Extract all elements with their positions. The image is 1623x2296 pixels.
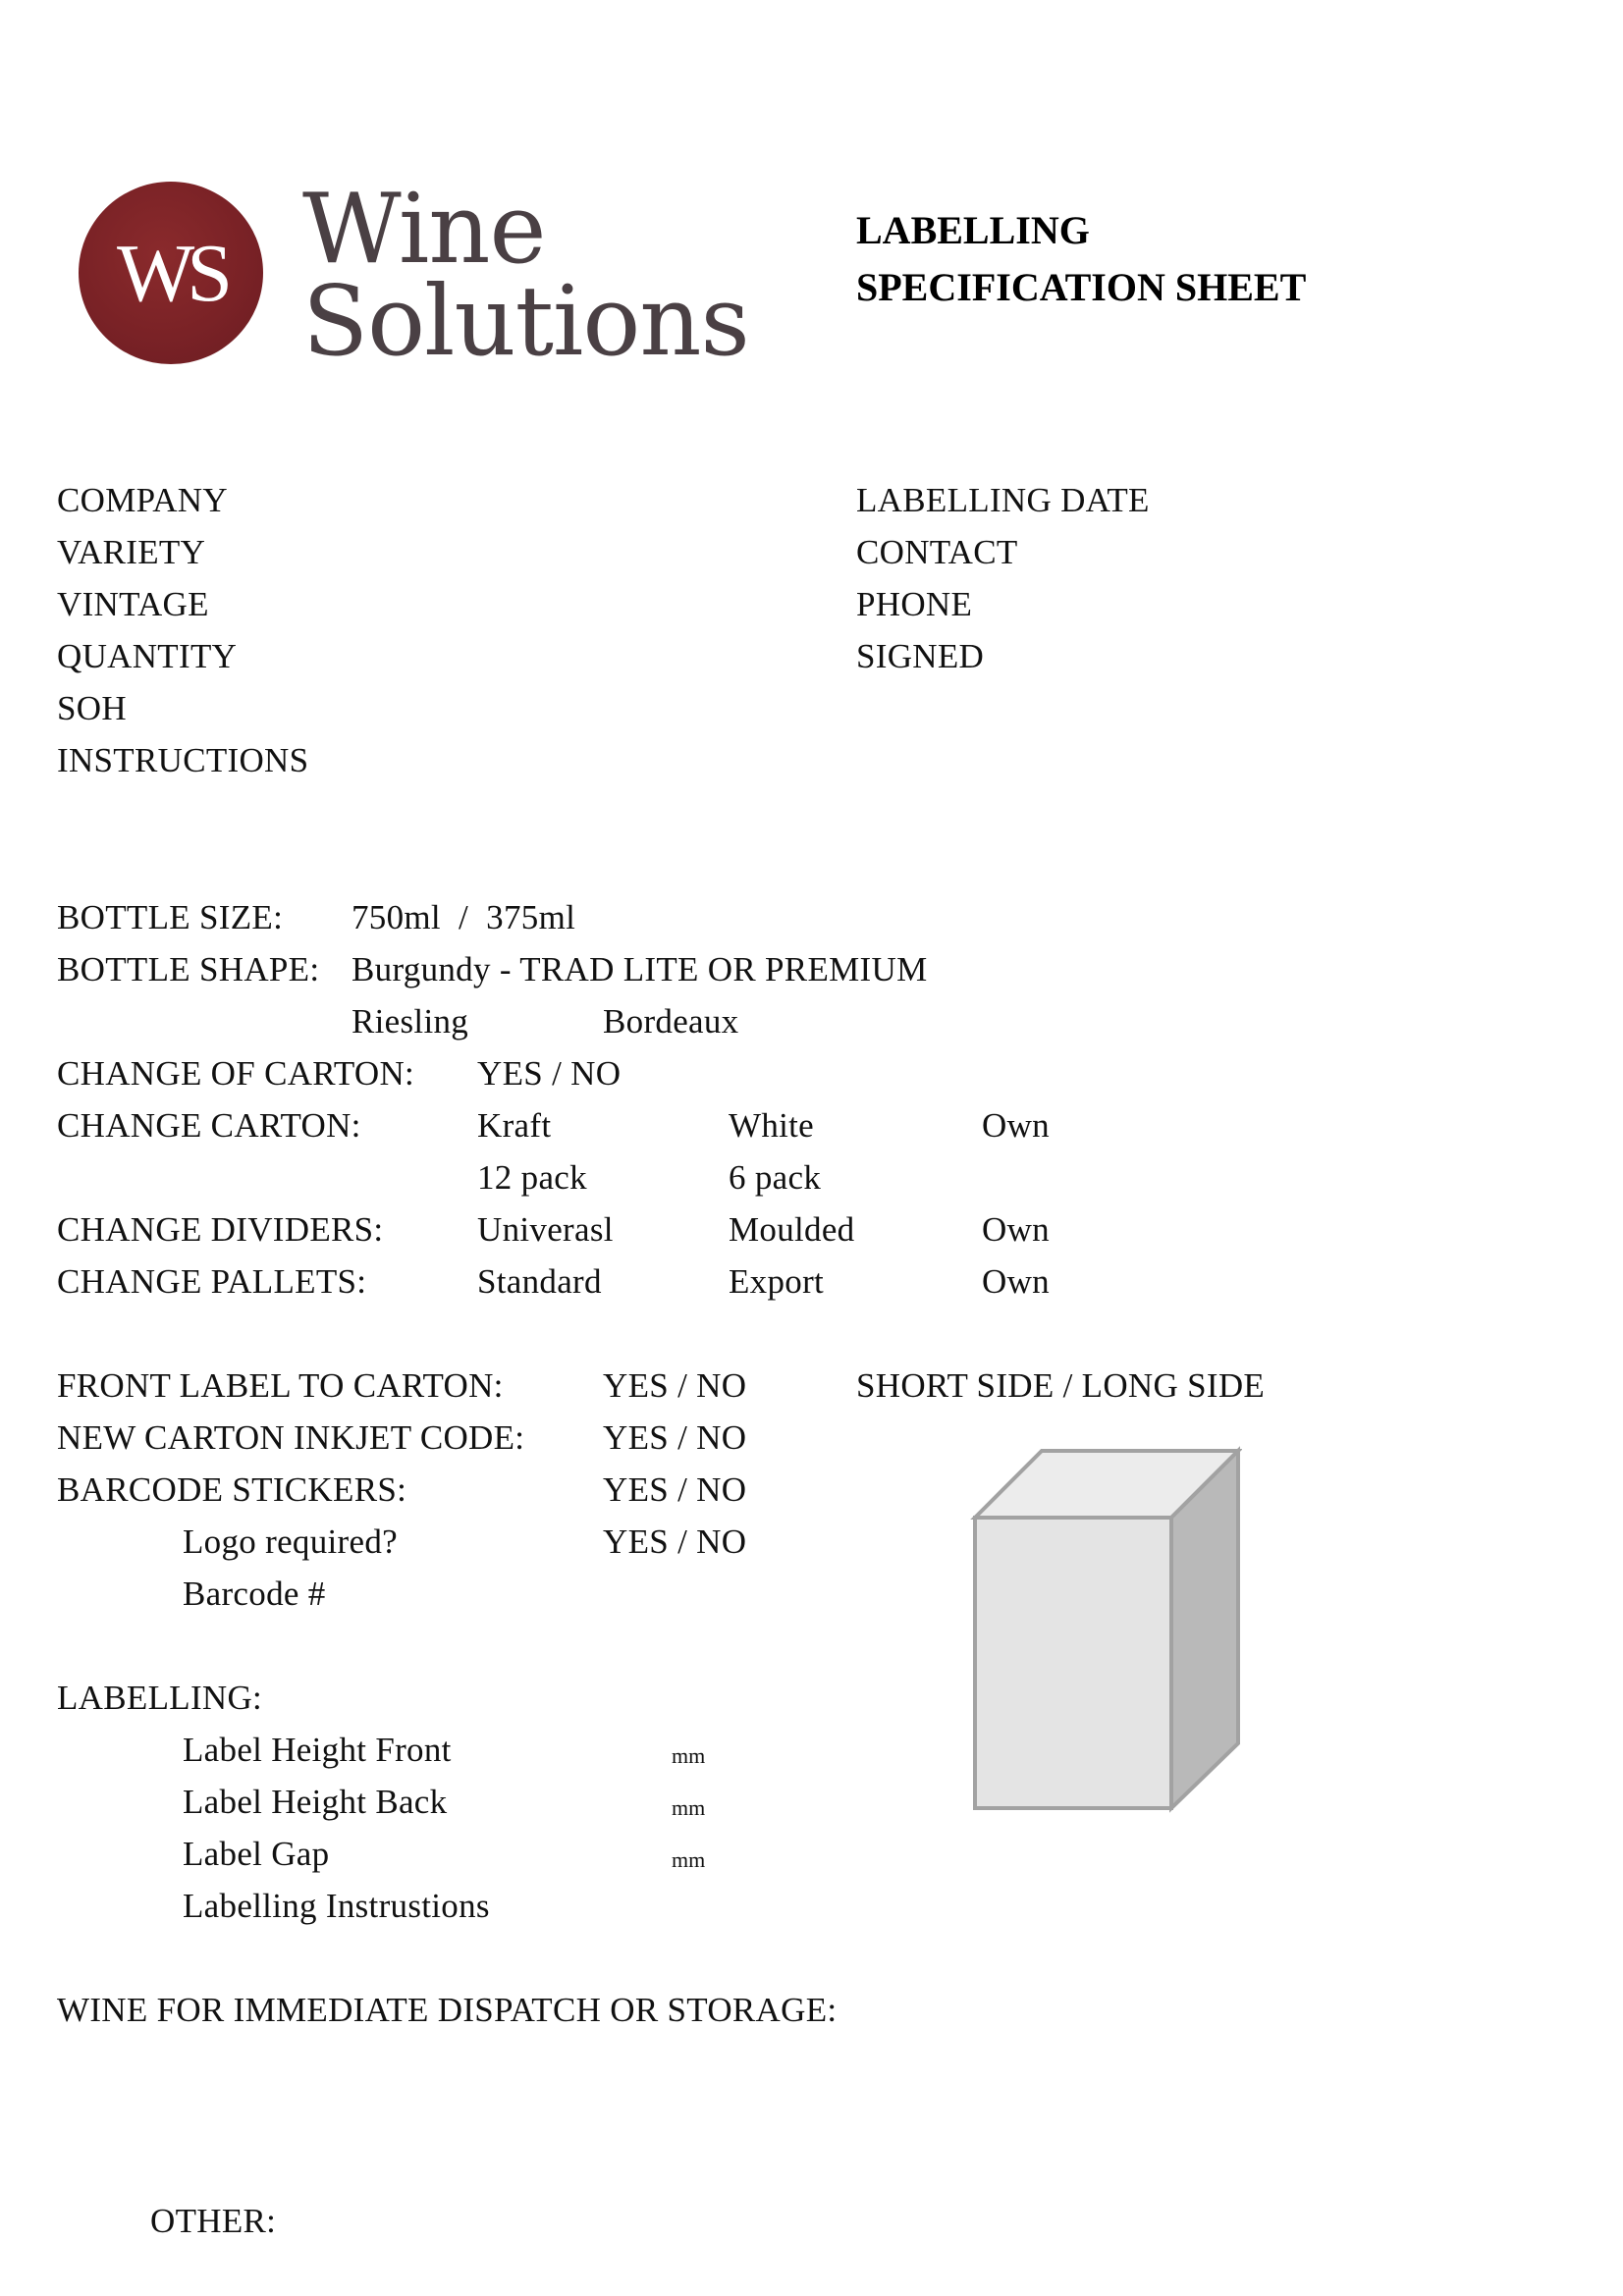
front-label-to-carton-label: FRONT LABEL TO CARTON: bbox=[57, 1366, 504, 1405]
bottle-shape-burgundy[interactable]: Burgundy - TRAD LITE OR PREMIUM bbox=[352, 950, 928, 988]
carton-box-icon bbox=[967, 1443, 1242, 1816]
new-carton-inkjet-code-label: NEW CARTON INKJET CODE: bbox=[57, 1418, 525, 1457]
label-height-back-unit: mm bbox=[672, 1795, 706, 1820]
bottle-shape-bordeaux[interactable]: Bordeaux bbox=[603, 1002, 739, 1041]
option-white[interactable]: White bbox=[729, 1106, 815, 1145]
box-front-face bbox=[975, 1518, 1171, 1808]
label-height-back-field[interactable]: Label Height Back bbox=[183, 1783, 448, 1821]
option-own-dividers[interactable]: Own bbox=[982, 1210, 1050, 1249]
field-variety[interactable]: VARIETY bbox=[57, 533, 206, 571]
option-6-pack[interactable]: 6 pack bbox=[729, 1158, 822, 1197]
logo-emblem bbox=[79, 182, 263, 364]
option-kraft[interactable]: Kraft bbox=[477, 1106, 552, 1145]
option-export[interactable]: Export bbox=[729, 1262, 825, 1301]
front-label-to-carton-yes-no[interactable]: YES / NO bbox=[603, 1366, 747, 1405]
page-title-line2: SPECIFICATION SHEET bbox=[856, 265, 1307, 309]
label-height-front-field[interactable]: Label Height Front bbox=[183, 1731, 452, 1769]
field-company[interactable]: COMPANY bbox=[57, 481, 228, 519]
field-quantity[interactable]: QUANTITY bbox=[57, 637, 238, 675]
field-instructions[interactable]: INSTRUCTIONS bbox=[57, 741, 309, 779]
logo-required-yes-no[interactable]: YES / NO bbox=[603, 1522, 747, 1561]
field-phone[interactable]: PHONE bbox=[856, 585, 973, 623]
field-soh[interactable]: SOH bbox=[57, 689, 127, 727]
label-gap-field[interactable]: Label Gap bbox=[183, 1835, 330, 1873]
option-own-pallets[interactable]: Own bbox=[982, 1262, 1050, 1301]
new-carton-inkjet-code-yes-no[interactable]: YES / NO bbox=[603, 1418, 747, 1457]
labelling-instructions-field[interactable]: Labelling Instrustions bbox=[183, 1887, 490, 1925]
label-gap-unit: mm bbox=[672, 1847, 706, 1872]
logo-monogram: WS bbox=[117, 227, 225, 319]
change-carton-label: CHANGE CARTON: bbox=[57, 1106, 361, 1145]
bottle-shape-riesling[interactable]: Riesling bbox=[352, 1002, 469, 1041]
logo-wordmark-line1: Wine bbox=[302, 174, 546, 286]
option-universal[interactable]: Univerasl bbox=[477, 1210, 614, 1249]
short-long-side-choice[interactable]: SHORT SIDE / LONG SIDE bbox=[856, 1366, 1266, 1405]
change-dividers-label: CHANGE DIVIDERS: bbox=[57, 1210, 384, 1249]
change-of-carton-options[interactable]: YES / NO bbox=[477, 1054, 622, 1093]
change-of-carton-label: CHANGE OF CARTON: bbox=[57, 1054, 415, 1093]
bottle-size-label: BOTTLE SIZE: bbox=[57, 898, 284, 936]
bottle-size-options[interactable]: 750ml / 375ml bbox=[352, 898, 576, 936]
label-height-front-unit: mm bbox=[672, 1743, 706, 1768]
barcode-number-field[interactable]: Barcode # bbox=[183, 1575, 326, 1613]
field-contact[interactable]: CONTACT bbox=[856, 533, 1018, 571]
logo-wordmark-line2: Solutions bbox=[302, 266, 749, 378]
option-12-pack[interactable]: 12 pack bbox=[477, 1158, 587, 1197]
field-vintage[interactable]: VINTAGE bbox=[57, 585, 209, 623]
logo-required-label: Logo required? bbox=[183, 1522, 398, 1561]
option-own-carton[interactable]: Own bbox=[982, 1106, 1050, 1145]
field-signed[interactable]: SIGNED bbox=[856, 637, 985, 675]
page-title-line1: LABELLING bbox=[856, 208, 1090, 252]
barcode-stickers-yes-no[interactable]: YES / NO bbox=[603, 1470, 747, 1509]
change-pallets-label: CHANGE PALLETS: bbox=[57, 1262, 367, 1301]
bottle-shape-label: BOTTLE SHAPE: bbox=[57, 950, 320, 988]
field-labelling-date[interactable]: LABELLING DATE bbox=[856, 481, 1150, 519]
other-field[interactable]: OTHER: bbox=[150, 2202, 277, 2240]
option-moulded[interactable]: Moulded bbox=[729, 1210, 855, 1249]
option-standard[interactable]: Standard bbox=[477, 1262, 602, 1301]
labelling-heading: LABELLING: bbox=[57, 1679, 263, 1717]
dispatch-or-storage-field[interactable]: WINE FOR IMMEDIATE DISPATCH OR STORAGE: bbox=[57, 1991, 838, 2029]
barcode-stickers-label: BARCODE STICKERS: bbox=[57, 1470, 407, 1509]
